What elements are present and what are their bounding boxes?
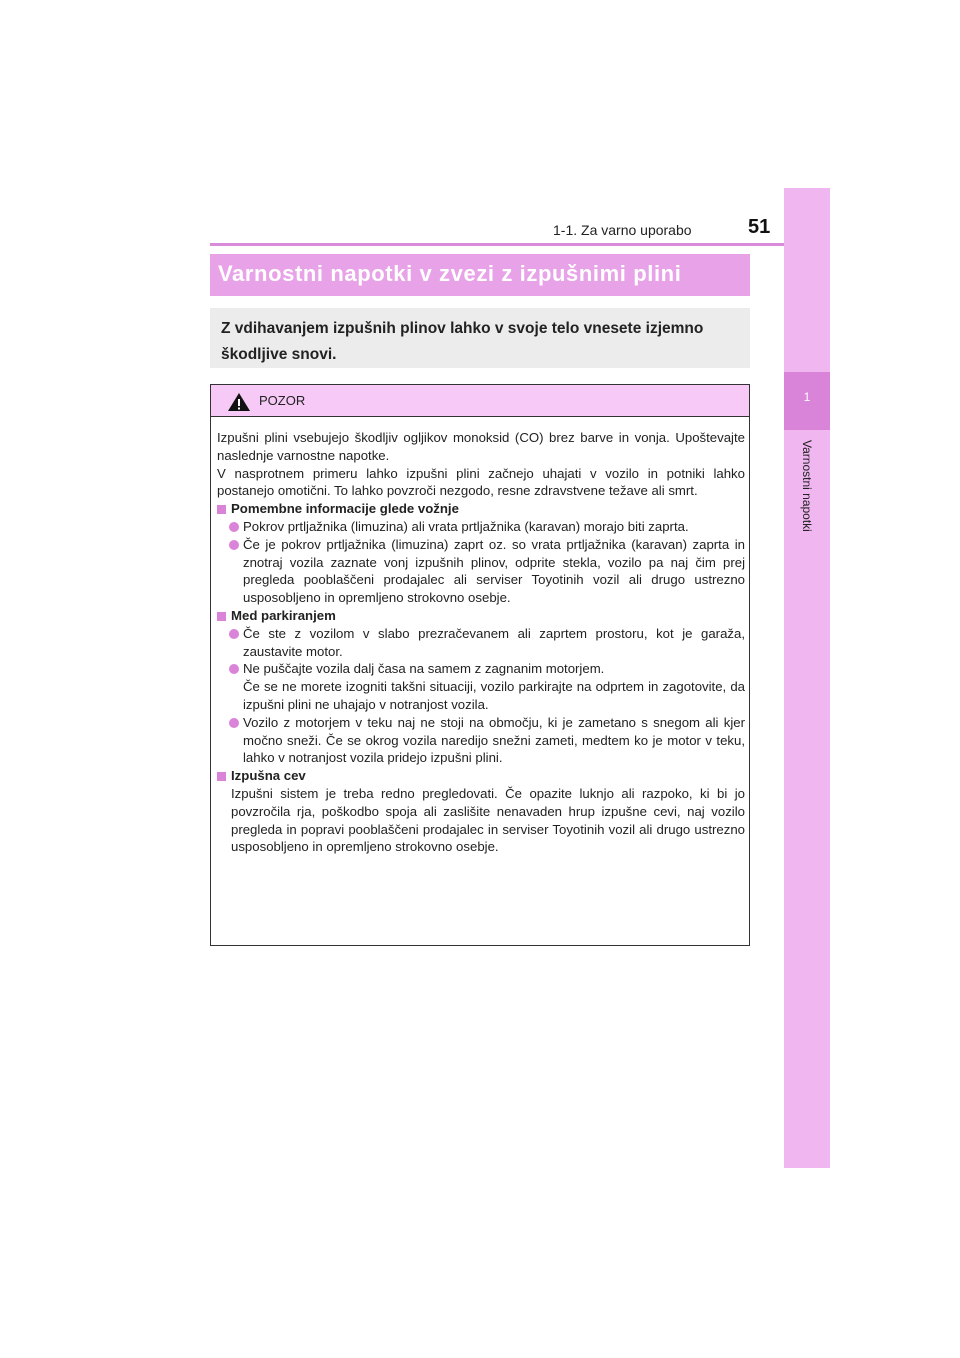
section-label: 1-1. Za varno uporabo <box>553 222 692 238</box>
section-heading-exhaust-pipe: Izpušna cev <box>217 767 745 785</box>
warning-triangle-icon <box>227 392 251 412</box>
page-title-bar <box>210 254 750 296</box>
intro-box <box>210 308 750 368</box>
warning-title: POZOR <box>259 393 306 408</box>
page-number: 51 <box>748 216 771 238</box>
chapter-title: Varnostni napotki <box>800 440 814 532</box>
page-title: Varnostni napotki v zvezi z izpušnimi plini <box>218 261 682 286</box>
section-text: Izpušni sistem je treba redno pregledovati. Če opazite luknjo ali razpoko, ki bi jo povzročila rja, poškodbo spoja ali zaslišite nenavaden hrup izpušne cevi, naj vozilo pregleda in popravi pooblaščeni prodajalec in serviser Toyotinih vozil ali drugo ustrezno usposobljeno in opremljeno strokovno osebje. <box>231 785 745 855</box>
list-item: Če ste z vozilom v slabo prezračevanem ali zaprtem prostoru, kot je garaža, zaustavite motor. <box>217 625 745 661</box>
warning-paragraph: V nasprotnem primeru lahko izpušni plini začnejo uhajati v vozilo in potniki lahko postanejo omotični. To lahko povzroči nezgodo, resne zdravstvene težave ali smrt. <box>217 465 745 499</box>
section-heading-parking: Med parkiranjem <box>217 607 745 625</box>
warning-body <box>217 429 745 856</box>
chapter-side-tab <box>784 188 830 1168</box>
section-heading-driving: Pomembne informacije glede vožnje <box>217 500 745 518</box>
warning-box <box>210 384 750 946</box>
list-item: Ne puščajte vozila dalj časa na samem z zagnanim motorjem. <box>217 660 745 678</box>
warning-paragraph: Izpušni plini vsebujejo škodljiv ogljikov monoksid (CO) brez barve in vonja. Upoštevajte naslednje varnostne napotke. <box>217 430 745 463</box>
list-item: Če je pokrov prtljažnika (limuzina) zaprt oz. so vrata prtljažnika (karavan) zaprta in znotraj vozila zaznate vonj izpušnih plinov, odprite stekla, vozilo pa naj čim prej pregleda pooblaščeni prodajalec ali serviser Toyotinih vozil ali drugo ustrezno usposobljeno in opremljeno strokovno osebje. <box>217 536 745 607</box>
list-item: Pokrov prtljažnika (limuzina) ali vrata prtljažnika (karavan) morajo biti zaprta. <box>217 518 745 536</box>
side-label-wrap <box>784 440 830 580</box>
header-rule <box>210 243 830 246</box>
list-item-continuation: Če se ne morete izogniti takšni situaciji, vozilo parkirajte na odprtem in zagotovite, da izpušni plini ne uhajajo v notranjost vozila. <box>243 679 745 712</box>
list-item: Vozilo z motorjem v teku naj ne stoji na območju, ki je zametano s snegom ali kjer močno sneži. Če se okrog vozila naredijo snežni zameti, medtem ko je motor v teku, lahko v notranjost vozila pridejo izpušni plini. <box>217 714 745 767</box>
warning-header <box>211 385 749 417</box>
intro-text: Z vdihavanjem izpušnih plinov lahko v svoje telo vnesete izjemno škodljive snovi. <box>221 320 704 363</box>
chapter-number: 1 <box>803 390 811 404</box>
